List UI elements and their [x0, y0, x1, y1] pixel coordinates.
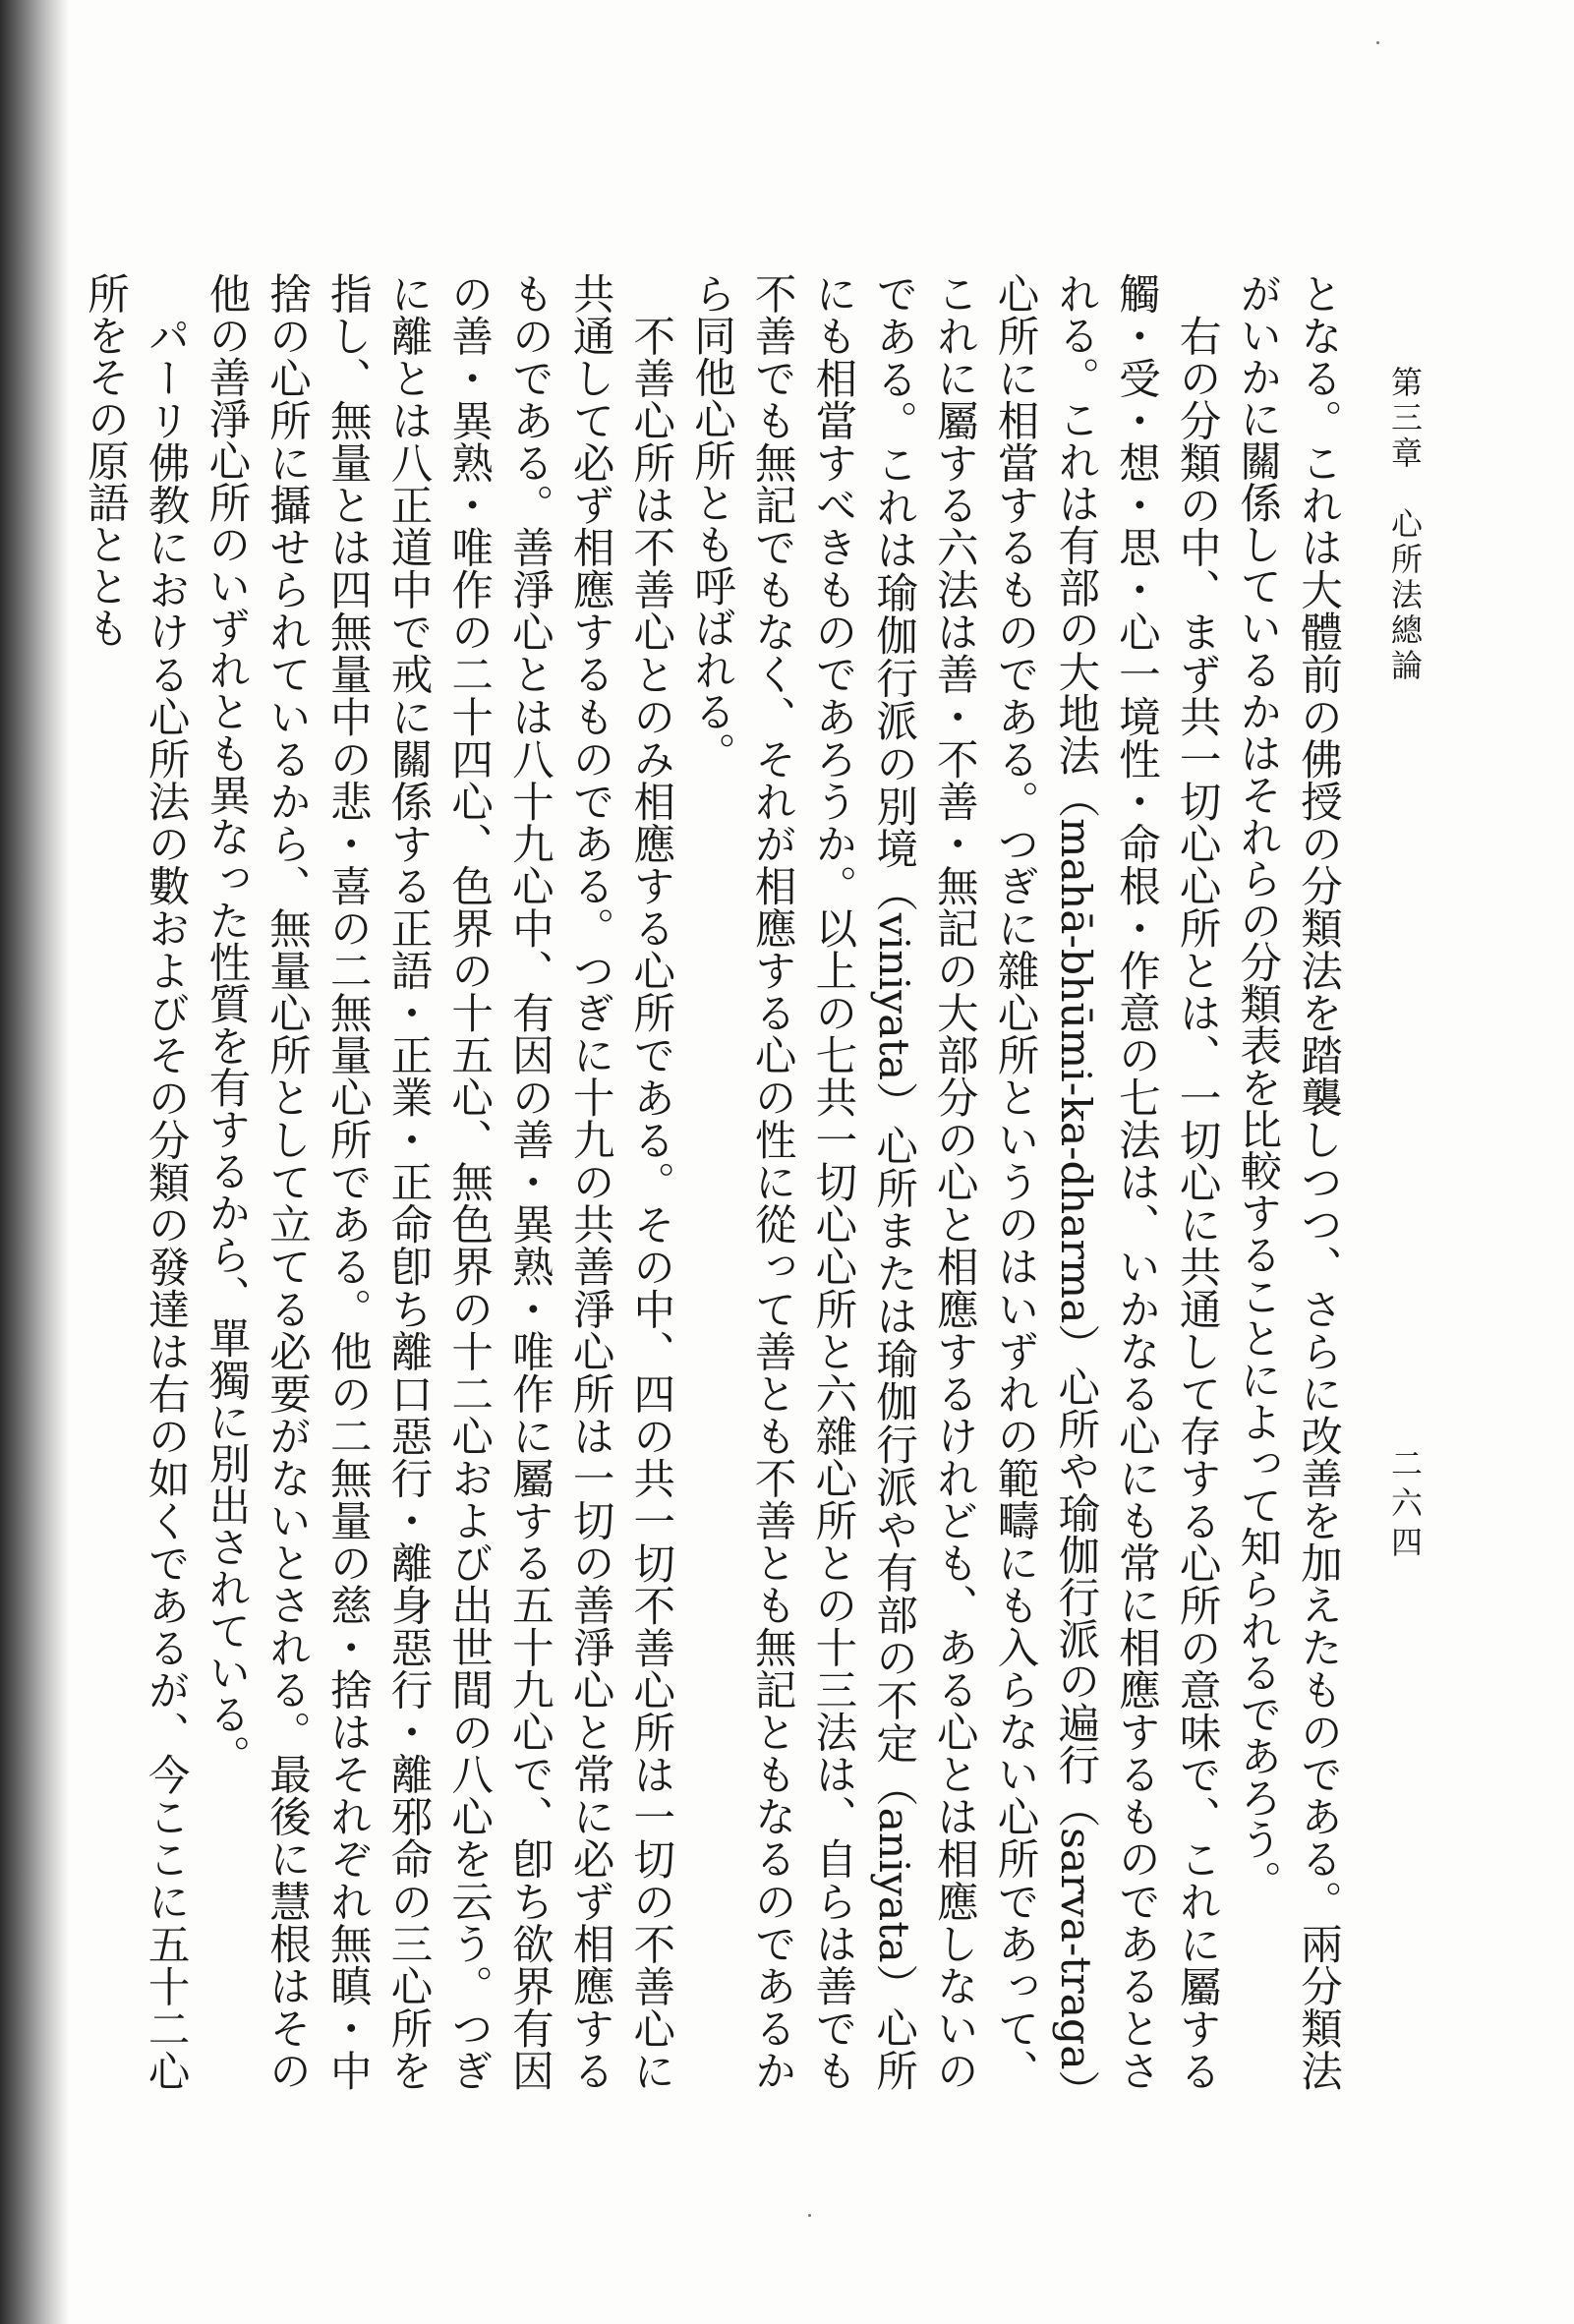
page-number: 二六四	[1386, 1447, 1424, 1565]
paragraph: 右の分類の中、まず共一切心心所とは、一切心に共通して存する心所の意味で、これに屬する觸・受・想・思・心一境性・命根・作意の七法は、いかなる心にも常に相應するものであるとされる。これは有部の大地法（mahā-bhūmi-ka-dharma）心所や瑜伽行派の遍行（sarva-traga）心所に相當するものである。つぎに雜心所というのはいずれの範疇にも入らない心所であって、これに屬する六法は善・不善・無記の大部分の心と相應するけれども、ある心とは相應しないのである。これは瑜伽行派の別境（viniyata）心所または瑜伽行派や有部の不定（aniyata）心所にも相當すべきものであろうか。以上の七共一切心心所と六雜心所との十三法は、自らは善でも不善でも無記でもなく、それが相應する心の性に從って善とも不善とも無記ともなるのであるから同他心所とも呼ばれる。	[686, 272, 1221, 2091]
paragraph: 不善心所は不善心とのみ相應する心所である。その中、四の共一切不善心所は一切の不善心に共通して必ず相應するものである。つぎに十九の共善淨心所は一切の善淨心と常に必ず相應するものである。善淨心とは八十九心中、有因の善・異熟・唯作に屬する五十九心で、卽ち欲界有因の善・異熟・唯作の二十四心、色界の十五心、無色界の十二心および出世間の八心を云う。つぎに離とは八正道中で戒に關係する正語・正業・正命卽ち離口惡行・離身惡行・離邪命の三心所を指し、無量とは四無量中の悲・喜の二無量心所である。他の二無量の慈・捨はそれぞれ無瞋・中捨の心所に攝せられているから、無量心所として立てる必要がないとされる。最後に慧根はその他の善淨心所のいずれとも異なった性質を有するから、單獨に別出されている。	[202, 272, 675, 2091]
scan-speck	[1376, 41, 1379, 44]
binding-gutter-shadow	[0, 0, 69, 2324]
paragraph-continuation: となる。これは大體前の佛授の分類法を踏襲しつつ、さらに改善を加えたものである。兩分類法がいかに關係しているかはそれらの分類表を比較することによって知られるであろう。	[1233, 272, 1342, 2091]
paragraph: パーリ佛教における心所法の數およびその分類の發達は右の如くであるが、今ここに五十二心所をその原語ととも	[80, 272, 190, 2092]
body-text	[80, 272, 1348, 2092]
running-header: 第三章 心所法總論	[1386, 366, 1424, 684]
scan-speck	[808, 2214, 811, 2217]
